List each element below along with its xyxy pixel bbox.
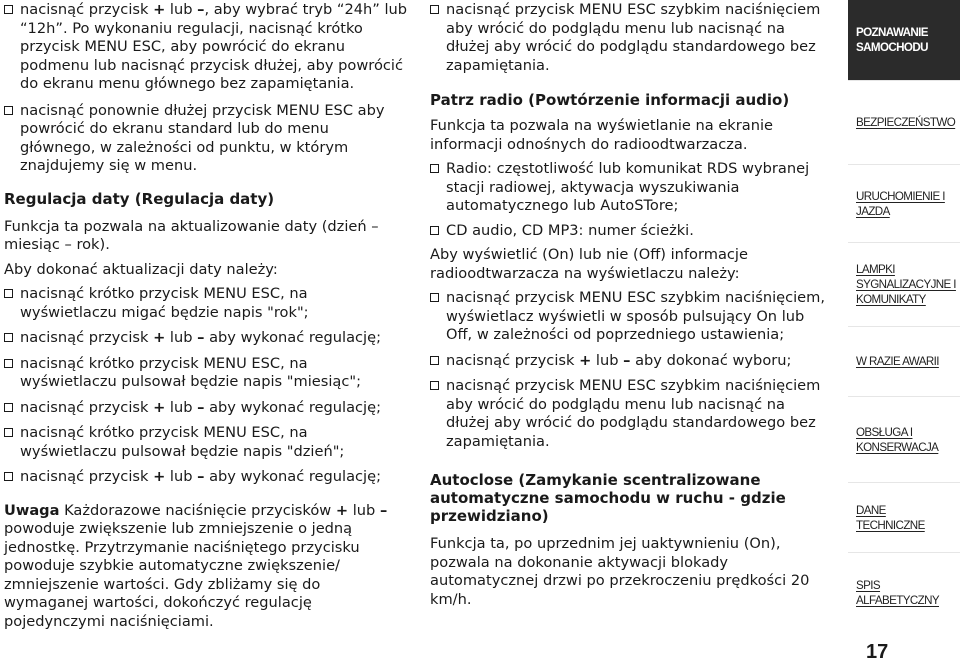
checkbox-bullet-icon — [4, 5, 13, 14]
checkbox-bullet-icon — [4, 333, 13, 342]
section-heading-date: Regulacja daty (Regulacja daty) — [4, 189, 275, 208]
date-lead: Aby dokonać aktualizacji daty należy: — [4, 260, 278, 278]
tab-bezpieczenstwo[interactable]: BEZPIECZEŃSTWO — [848, 80, 960, 164]
checkbox-bullet-icon — [4, 289, 13, 298]
tab-spis-alfabetyczny[interactable]: SPIS ALFABETYCZNY — [848, 552, 960, 632]
list-item: nacisnąć przycisk MENU ESC szybkim naciśnięciem aby wrócić do podglądu menu lub nacisnąć na dłużej aby wrócić do podglądu standardowego bez zapamiętania. — [430, 1, 830, 75]
list-item: nacisnąć przycisk + lub – aby wykonać regulację; — [4, 468, 408, 487]
list-item: nacisnąć przycisk + lub –, aby wybrać tryb “24h” lub “12h”. Po wykonaniu regulacji, nacisnąć krótko przycisk MENU ESC, aby powrócić do ekranu podmenu lub nacisnąć przycisk dłużej, aby powrócić do ekranu menu głównego bez zapamiętania. — [4, 1, 408, 94]
checkbox-bullet-icon — [430, 5, 439, 14]
list-item: nacisnąć przycisk MENU ESC szybkim naciśnięciem, wyświetlacz wyświetli w sposób pulsujący On lub Off, w zależności od poprzedniego ustawienia; — [430, 289, 830, 345]
page-number: 17 — [866, 641, 889, 663]
checkbox-bullet-icon — [430, 356, 439, 365]
list-item: Radio: częstotliwość lub komunikat RDS wybranej stacji radiowej, aktywacja wyszukiwania automatycznego lub AutoSTore; — [430, 160, 830, 216]
radio-intro: Funkcja ta pozwala na wyświetlanie na ekranie informacji odnośnych do radioodtwarzacza. — [430, 117, 773, 153]
checkbox-bullet-icon — [4, 403, 13, 412]
checkbox-bullet-icon — [430, 164, 439, 173]
list-item: nacisnąć krótko przycisk MENU ESC, na wyświetlaczu pulsował będzie napis "dzień"; — [4, 424, 408, 461]
chapter-sidebar — [848, 0, 960, 664]
tab-uruchomienie-i-jazda[interactable]: URUCHOMIENIE I JAZDA — [848, 164, 960, 242]
list-item: nacisnąć przycisk + lub – aby wykonać regulację; — [4, 399, 408, 418]
tab-lampki-sygnalizacyjne[interactable]: LAMPKI SYGNALIZACYJNE I KOMUNIKATY — [848, 242, 960, 326]
note-label: Uwaga — [4, 501, 60, 519]
tab-dane-techniczne[interactable]: DANE TECHNICZNE — [848, 482, 960, 552]
autoclose-text: Funkcja ta, po uprzednim jej uaktywnieniu (On), pozwala na dokonanie aktywacji blokady automatycznej drzwi po przekroczeniu prędkości 20 km/h. — [430, 535, 810, 608]
checkbox-bullet-icon — [4, 106, 13, 115]
middle-column — [430, 0, 830, 609]
note-paragraph: Uwaga Każdorazowe naciśnięcie przycisków + lub – powoduje zwiększenie lub zmniejszenie o jedną jednostkę. Przytrzymanie naciśniętego przycisku powoduje szybkie automatyczne zwiększenie/ zmniejszenie wartości. Gdy zbliżamy się do wymaganej wartości, dokończyć regulację pojedynczymi naciśnięciami. — [4, 501, 388, 630]
list-item: nacisnąć krótko przycisk MENU ESC, na wyświetlaczu migać będzie napis "rok"; — [4, 285, 408, 322]
list-item: nacisnąć przycisk + lub – aby wykonać regulację; — [4, 329, 408, 348]
date-intro: Funkcja ta pozwala na aktualizowanie daty (dzień – miesiąc – rok). — [4, 217, 379, 253]
tab-obsluga-i-konserwacja[interactable]: OBSŁUGA I KONSERWACJA — [848, 396, 960, 482]
radio-lead: Aby wyświetlić (On) lub nie (Off) informacje radioodtwarzacza na wyświetlaczu należy: — [430, 246, 748, 282]
checkbox-bullet-icon — [4, 472, 13, 481]
list-item: nacisnąć przycisk + lub – aby dokonać wyboru; — [430, 352, 830, 371]
checkbox-bullet-icon — [4, 428, 13, 437]
checkbox-bullet-icon — [4, 359, 13, 368]
tab-poznawanie-samochodu[interactable]: POZNAWANIE SAMOCHODU — [848, 0, 960, 80]
list-item: nacisnąć przycisk MENU ESC szybkim naciśnięciem aby wrócić do podglądu menu lub nacisnąć na dłużej aby wrócić do podglądu standardowego bez zapamiętania. — [430, 377, 830, 451]
left-column — [4, 0, 408, 631]
section-heading-radio: Patrz radio (Powtórzenie informacji audio) — [430, 91, 790, 109]
list-item: CD audio, CD MP3: numer ścieżki. — [430, 222, 830, 241]
section-heading-autoclose: Autoclose (Zamykanie scentralizowane automatyczne samochodu w ruchu - gdzie przewidziano) — [430, 471, 786, 525]
list-item: nacisnąć ponownie dłużej przycisk MENU ESC aby powrócić do ekranu standard lub do menu głównego, w zależności od punktu, w którym znajdujemy się w menu. — [4, 102, 408, 176]
checkbox-bullet-icon — [430, 226, 439, 235]
tab-w-razie-awarii[interactable]: W RAZIE AWARII — [848, 326, 960, 396]
checkbox-bullet-icon — [430, 293, 439, 302]
list-item: nacisnąć krótko przycisk MENU ESC, na wyświetlaczu pulsował będzie napis "miesiąc"; — [4, 355, 408, 392]
checkbox-bullet-icon — [430, 381, 439, 390]
